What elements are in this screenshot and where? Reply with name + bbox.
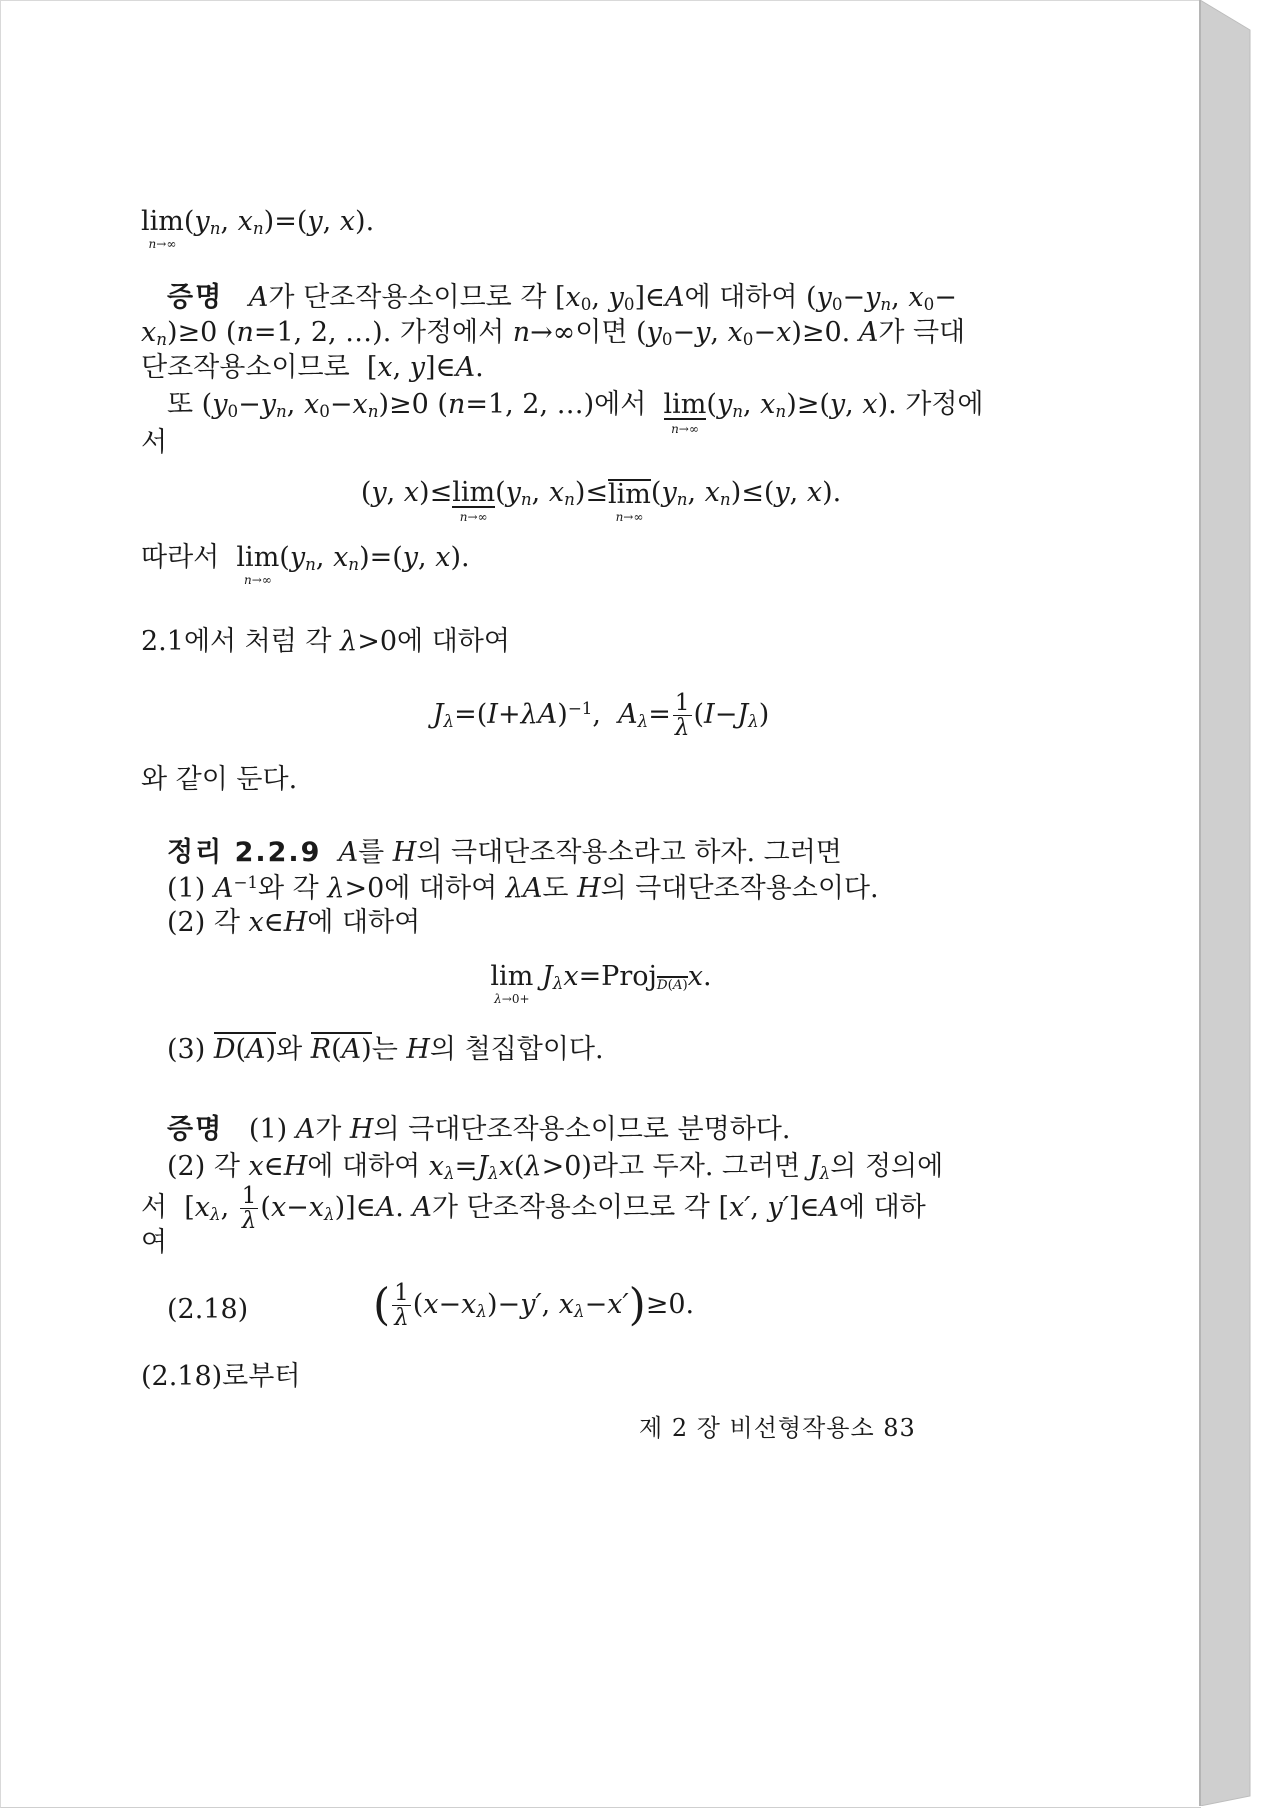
inequality-chain: (y, x)≤ lim n→∞ ($y_n$, $x_n)\le$ lim n→∞ ($y_n$, $x_n)\le(y$, x).	[360, 477, 842, 524]
proof-line-1: 증명 A가 단조작용소이므로 각 [$x_0$, $y_0]\in A$에 대하여 ($y_0-y_n$, $x_0-$	[167, 282, 957, 315]
proof-line-3: 단조작용소이므로 [x, y]∈A.	[141, 352, 484, 383]
theorem-proof-line-1: 증명 (1) A가 H의 극대단조작용소이므로 분명하다.	[167, 1114, 791, 1145]
theorem-line-1: 정리 2.2.9 A를 H의 극대단조작용소라고 하자. 그러면	[167, 837, 842, 868]
proof-heading: 증명	[167, 282, 224, 313]
equation-2-18: ( $\frac{1}{\lambda}$ $(x-x_\lambda)-y'$, $x_\lambda-x')\ge 0$.	[373, 1279, 695, 1332]
theorem-proof-line-3: 서 [$x_\lambda$, $\frac{1}{\lambda}$ $(x-x_\lambda)]\in A$. A가 단조작용소이므로 각 [x′, y′]∈A에 대하	[141, 1183, 926, 1235]
paragraph-2-line-1: 또 ($y_0-y_n$, $x_0-x_n)\ge 0$ (n=1, 2, …)에서 lim n→∞ ($y_n$, $x_n)\ge(y$, x). 가정에	[167, 389, 984, 436]
limit-equation-line: lim n→∞ ($y_n$, $x_n)=(y$, x).	[141, 206, 375, 251]
definition-intro: 2.1에서 처럼 각 λ>0에 대하여	[141, 626, 510, 657]
proof-line-2: $x_n)\ge 0$ (n=1, 2, …). 가정에서 n→∞이면 ($y_0-y$, $x_0-x)\ge 0$. A가 극대	[141, 317, 966, 350]
theorem-heading: 정리 2.2.9	[167, 837, 322, 868]
theorem-item-1: (1) $A^{-1}$와 각 λ>0에 대하여 λA도 H의 극대단조작용소이다.	[167, 872, 879, 905]
theorem-proof-line-2: (2) 각 x∈H에 대하여 $x_\lambda=J_\lambda x(\lambda>0)$라고 두자. 그러면 $J_\lambda$의 정의에	[167, 1151, 944, 1184]
resolvent-definition: $J_\lambda=(I+\lambda A)^{-1}$, $A_\lambda=$ $\frac{1}{\lambda}$ $(I-J_\lambda)$	[432, 690, 770, 742]
theorem-proof-heading: 증명	[167, 1114, 224, 1145]
theorem-item-2: (2) 각 x∈H에 대하여	[167, 907, 421, 938]
theorem-proof-line-4: 여	[141, 1227, 168, 1258]
theorem-item-3: (3) D(A)와 R(A)는 H의 철집합이다.	[167, 1034, 604, 1065]
page-footer: 제 2 장 비선형작용소 83	[639, 1414, 916, 1442]
paragraph-2-line-2: 서	[141, 427, 168, 458]
definition-outro: 와 같이 둔다.	[141, 764, 298, 795]
equation-number: (2.18)	[167, 1294, 249, 1325]
projection-limit: lim λ→0+ $J_\lambda x=Proj_{D(A)}x$.	[490, 961, 712, 1006]
conclusion-line: 따라서 lim n→∞ ($y_n$, $x_n)=(y$, x).	[141, 542, 470, 587]
closing-line: (2.18)로부터	[141, 1361, 301, 1392]
